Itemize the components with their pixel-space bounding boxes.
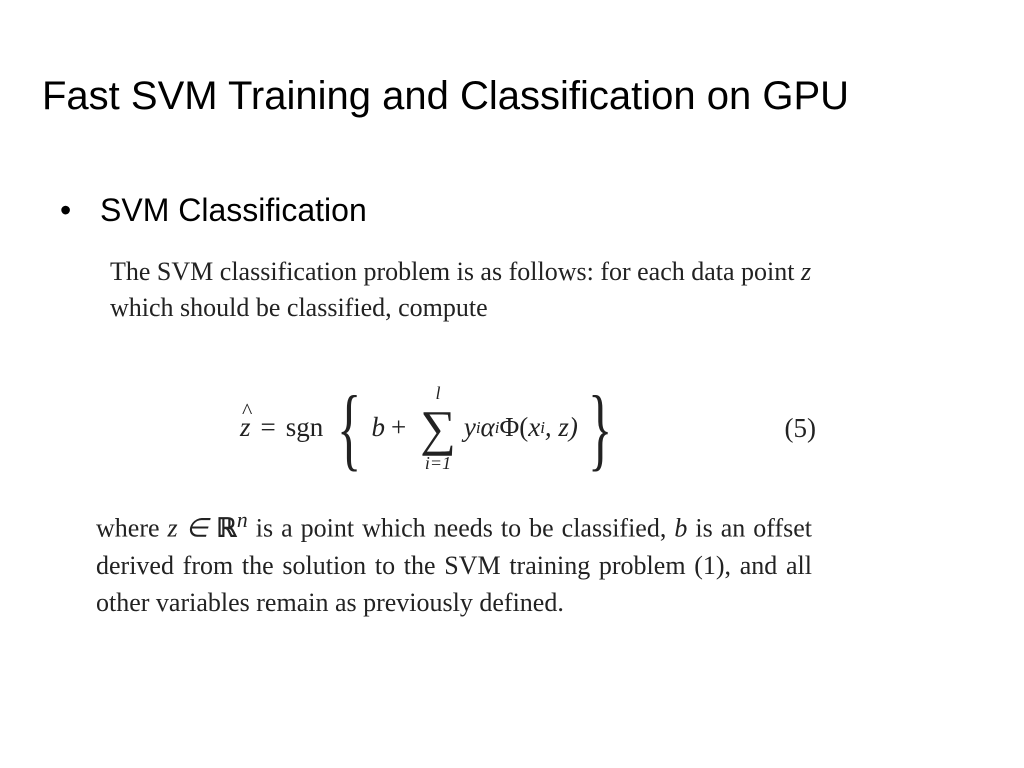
classification-equation <box>240 375 830 480</box>
equation-equals: = <box>260 412 276 442</box>
equation-close-brace: } <box>587 376 613 479</box>
sum-lower-limit: i=1 <box>424 452 452 473</box>
where-variable-z: z ∈ <box>167 513 217 543</box>
equation-phi: Φ( <box>499 412 529 442</box>
equation-alpha-subscript: i <box>494 417 500 437</box>
bullet-marker: • <box>60 192 72 228</box>
equation-alpha: α <box>480 412 495 442</box>
bullet-text: SVM Classification <box>100 192 367 228</box>
bullet-item <box>60 188 367 232</box>
equation-plus: + <box>390 412 407 442</box>
equation-x: x <box>528 412 541 442</box>
where-superscript-n: n <box>236 508 248 532</box>
equation-b: b <box>371 412 385 442</box>
intro-paragraph <box>110 254 830 326</box>
where-text-a: where <box>96 513 168 543</box>
intro-variable-z: z <box>801 257 812 286</box>
equation-y-subscript: i <box>475 417 481 437</box>
equation-number: (5) <box>784 413 816 443</box>
sum-symbol: ∑ <box>420 399 456 456</box>
equation-args-end: , z) <box>544 412 578 442</box>
where-text-c: is an offset derived from the solution to the SVM training problem (1), and all other variables remain as previously defined. <box>96 513 812 617</box>
intro-text-a: The SVM classification problem is as follows: for each data point <box>110 257 802 286</box>
equation-x-subscript: i <box>540 417 545 437</box>
intro-text-b: which should be classified, compute <box>110 293 488 322</box>
where-real-set: ℝ <box>216 513 237 543</box>
equation-z-hat: ^ z <box>240 412 251 443</box>
equation-sgn: sgn <box>285 412 324 442</box>
where-variable-b: b <box>674 513 688 543</box>
equation-y: y <box>463 412 476 442</box>
where-paragraph <box>96 502 812 621</box>
equation-summation <box>420 383 456 473</box>
equation-open-brace: { <box>337 376 362 479</box>
slide-title: Fast SVM Training and Classification on GPU <box>42 74 850 118</box>
where-text-b: is a point which needs to be classified, <box>247 513 675 543</box>
sum-upper-limit: l <box>435 382 441 403</box>
